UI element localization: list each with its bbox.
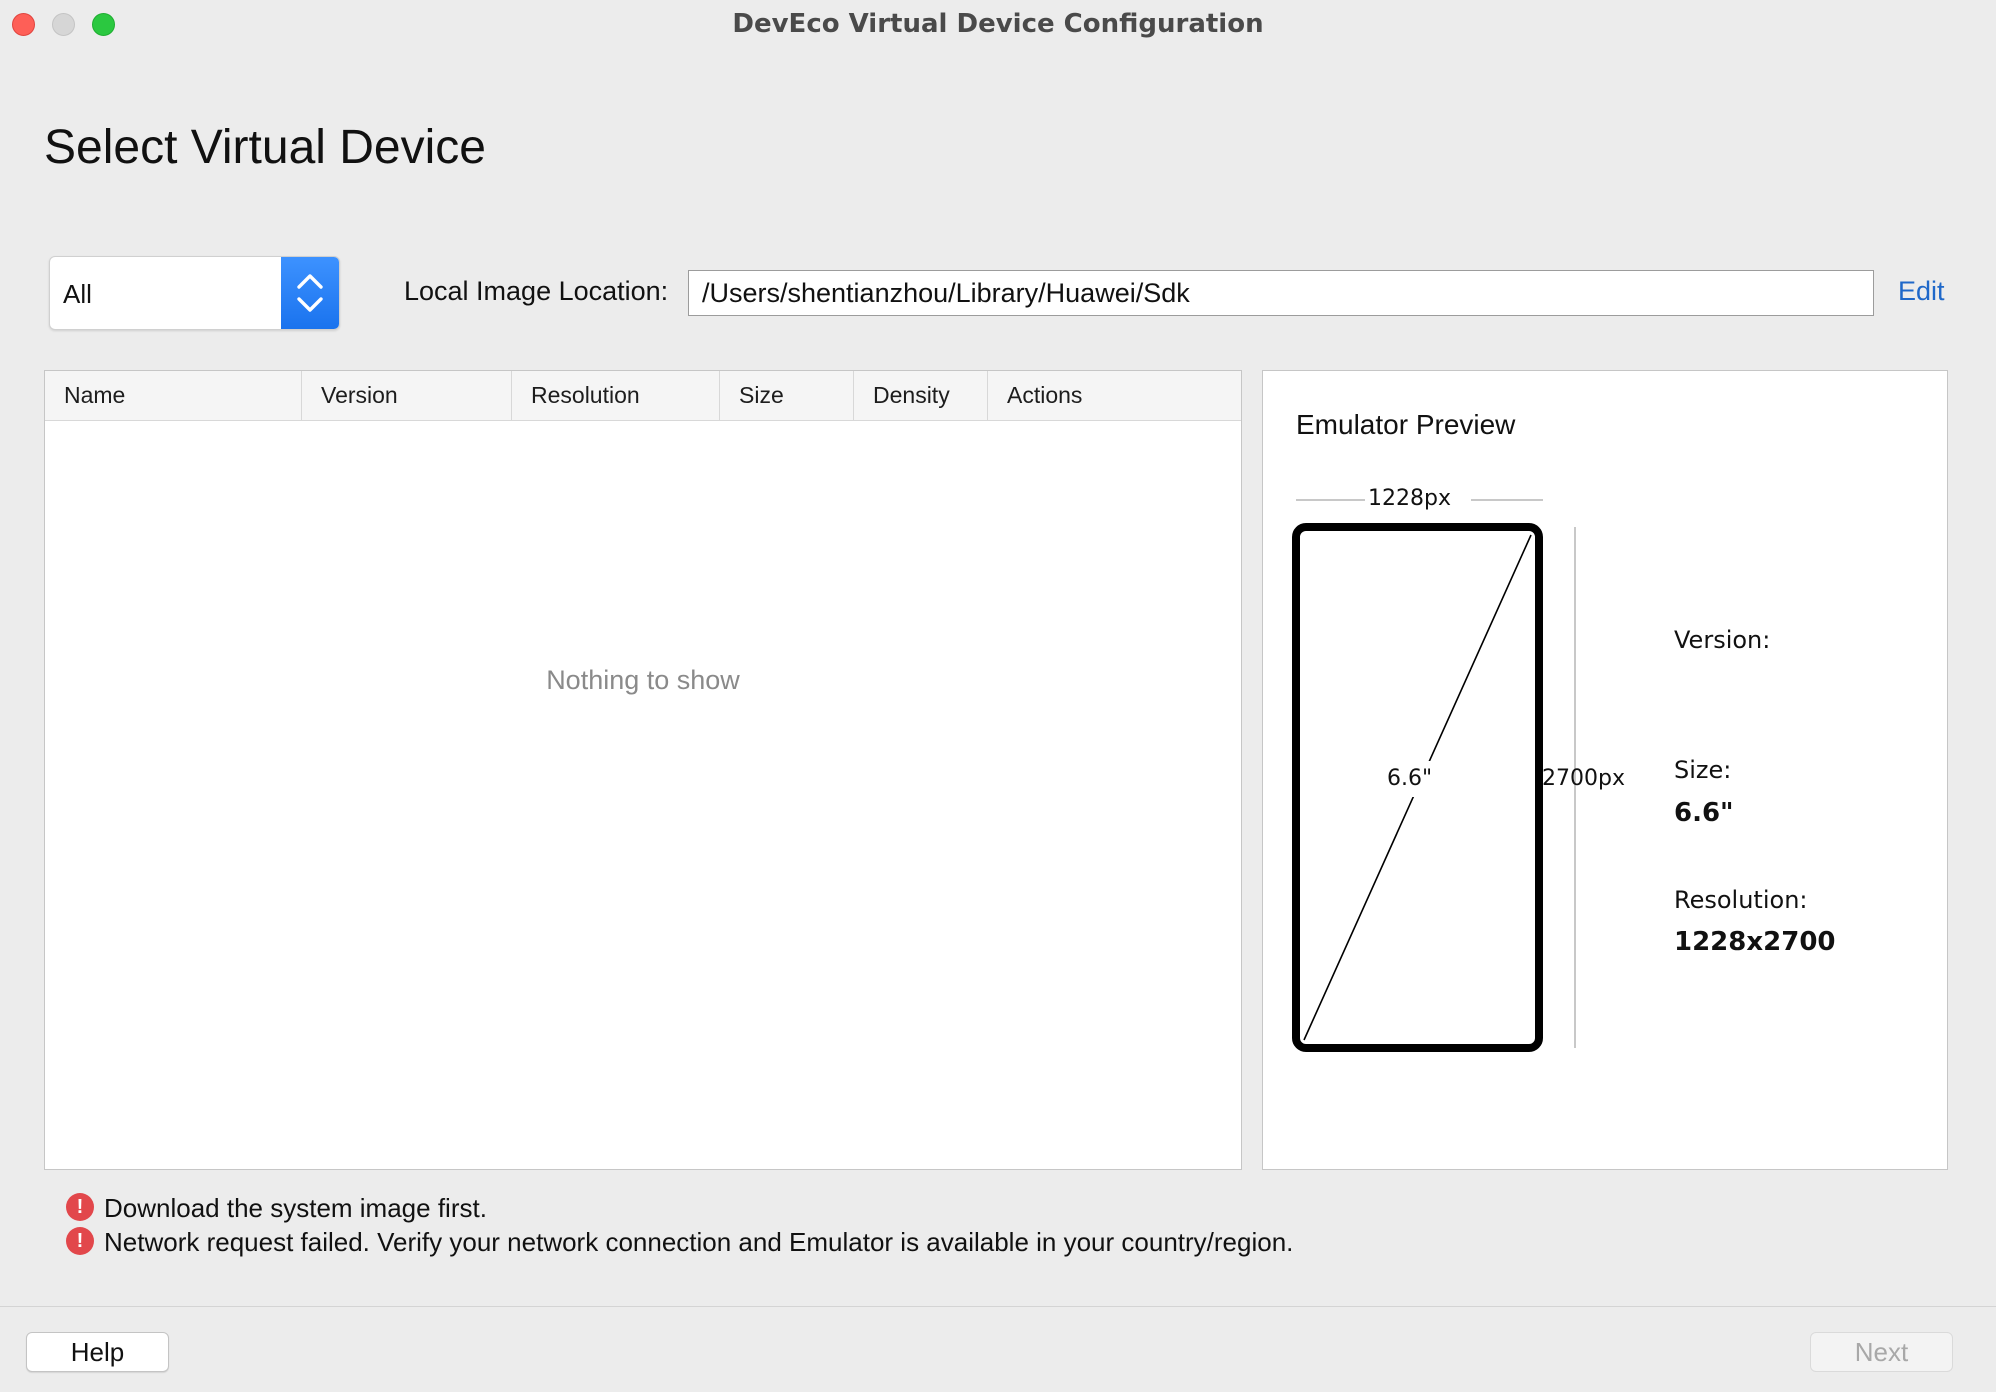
up-down-chevron-icon bbox=[294, 268, 326, 318]
device-category-select[interactable] bbox=[49, 256, 340, 330]
emulator-preview-panel bbox=[1262, 370, 1948, 1170]
error-message-text: Network request failed. Verify your network connection and Emulator is available in your country/region. bbox=[104, 1227, 1294, 1257]
title-bar bbox=[0, 0, 1996, 48]
column-header-size[interactable]: Size bbox=[720, 371, 854, 420]
local-image-location-input[interactable] bbox=[688, 270, 1874, 316]
next-button[interactable]: Next bbox=[1810, 1332, 1953, 1372]
size-value: 6.6" bbox=[1674, 798, 1734, 828]
column-header-resolution[interactable]: Resolution bbox=[512, 371, 720, 420]
resolution-value: 1228x2700 bbox=[1674, 927, 1836, 957]
error-icon: ! bbox=[66, 1227, 94, 1255]
local-image-location-label: Local Image Location: bbox=[404, 276, 669, 306]
page-title: Select Virtual Device bbox=[44, 121, 486, 174]
column-header-version[interactable]: Version bbox=[302, 371, 512, 420]
column-header-name[interactable]: Name bbox=[45, 371, 302, 420]
device-category-value: All bbox=[63, 279, 92, 309]
help-button[interactable]: Help bbox=[26, 1332, 169, 1372]
error-icon: ! bbox=[66, 1193, 94, 1221]
table-header bbox=[45, 371, 1241, 421]
size-label: Size: bbox=[1674, 756, 1732, 784]
empty-table-message: Nothing to show bbox=[546, 665, 740, 695]
column-header-actions[interactable]: Actions bbox=[1007, 382, 1083, 408]
column-header-density[interactable]: Density bbox=[854, 371, 988, 420]
footer-divider bbox=[0, 1306, 1996, 1307]
height-dimension-label: 2700px bbox=[1542, 766, 1625, 791]
resolution-label: Resolution: bbox=[1674, 886, 1808, 914]
preview-title: Emulator Preview bbox=[1296, 409, 1516, 440]
select-stepper-button[interactable] bbox=[281, 257, 339, 329]
device-table bbox=[44, 370, 1242, 1170]
diagonal-dimension-label: 6.6" bbox=[1387, 766, 1433, 791]
edit-location-link[interactable]: Edit bbox=[1898, 276, 1945, 306]
error-message-text: Download the system image first. bbox=[104, 1193, 487, 1223]
width-dimension-label: 1228px bbox=[1368, 486, 1451, 511]
version-label: Version: bbox=[1674, 626, 1771, 654]
window-title: DevEco Virtual Device Configuration bbox=[732, 9, 1264, 39]
